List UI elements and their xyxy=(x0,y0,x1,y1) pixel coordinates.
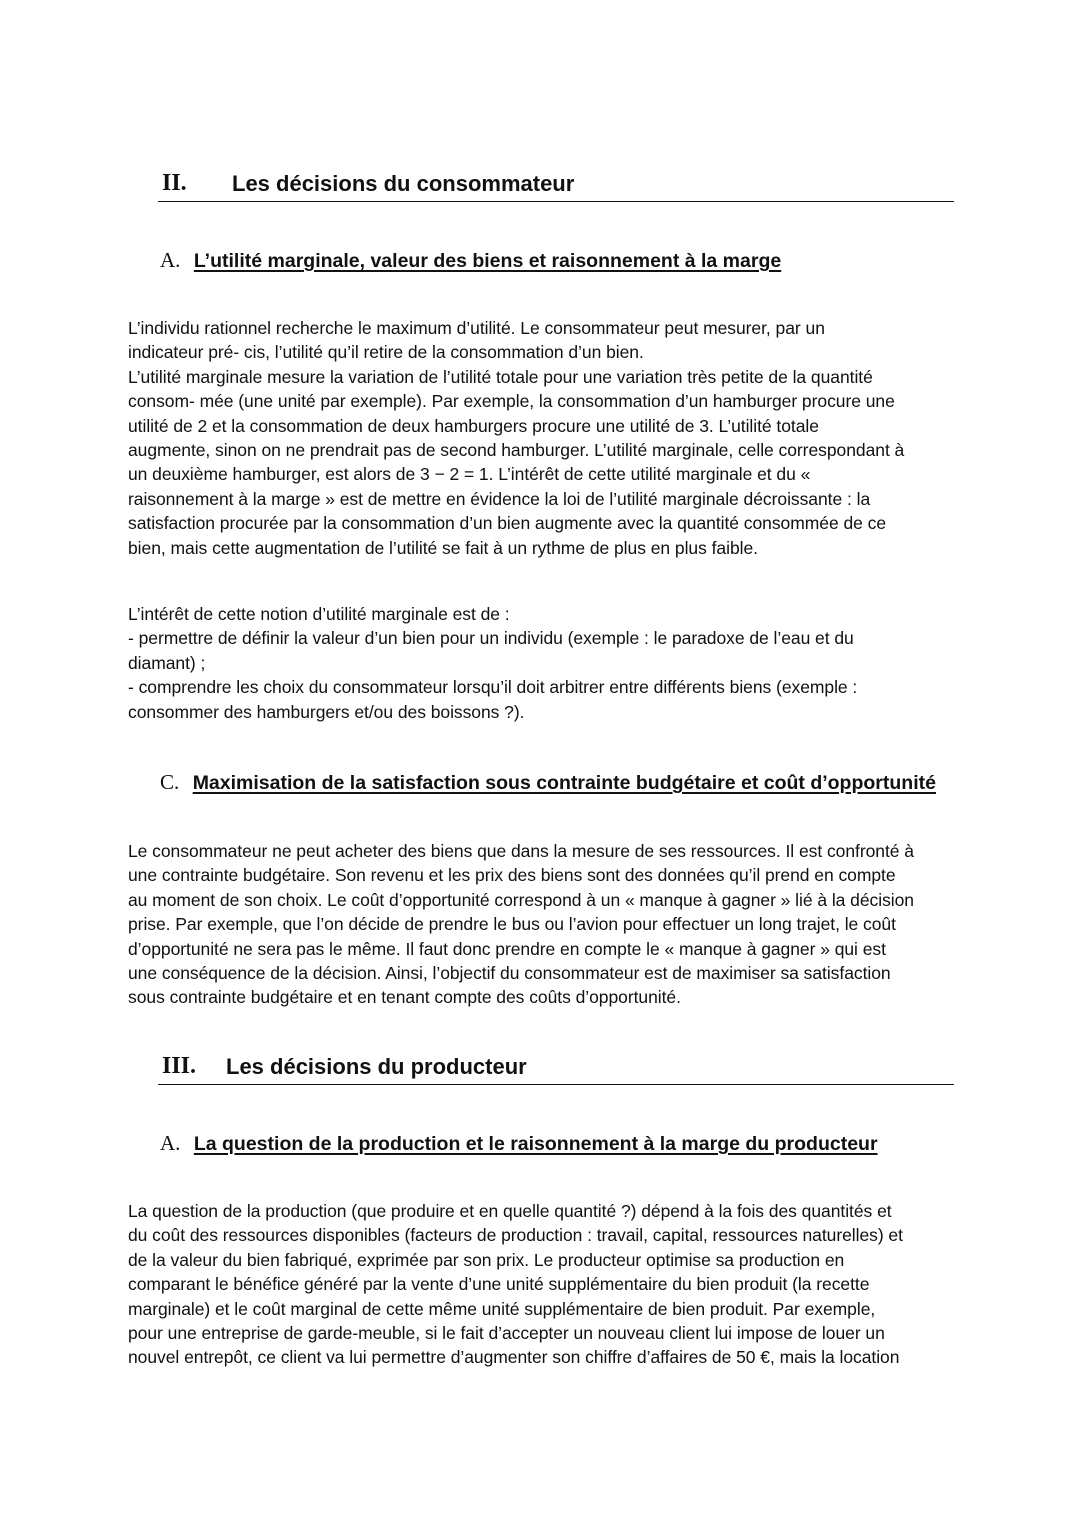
text-line: utilité de 2 et la consommation de deux hamburgers procure une utilité de 3. L’utilité totale xyxy=(128,415,819,436)
text-line: comparant le bénéfice généré par la vente d’une unité supplémentaire du bien produit (la recette xyxy=(128,1274,870,1295)
text-line: indicateur pré- cis, l’utilité qu’il retire de la consommation d’un bien. xyxy=(128,342,644,363)
text-line: L’utilité marginale mesure la variation de l’utilité totale pour une variation très petite de la quantité xyxy=(128,366,873,387)
subsection-title: La question de la production et le raisonnement à la marge du producteur xyxy=(193,1133,878,1155)
text-line: - permettre de définir la valeur d’un bien pour un individu (exemple : le paradoxe de l’eau et du xyxy=(128,628,854,649)
text-line: au moment de son choix. Le coût d’opportunité correspond à un « manque à gagner » lié à la décision xyxy=(128,889,914,910)
text-line: L’individu rationnel recherche le maximum d’utilité. Le consommateur peut mesurer, par un xyxy=(128,318,825,338)
text-line: augmente, sinon on ne prendrait pas de second hamburger. L’utilité marginale, celle correspondant à xyxy=(128,440,905,461)
section-title: Les décisions du consommateur xyxy=(232,171,575,196)
section-heading-iii xyxy=(158,1051,954,1085)
subsection-title: L’utilité marginale, valeur des biens et raisonnement à la marge xyxy=(193,250,782,272)
subsection-heading-c xyxy=(160,770,936,795)
paragraph-production xyxy=(128,1199,958,1370)
text-line: une contrainte budgétaire. Son revenu et les prix des biens sont des données qu’il prend en compte xyxy=(128,865,896,886)
text-line: nouvel entrepôt, ce client va lui permettre d’augmenter son chiffre d’affaires de 50 €, mais la location xyxy=(128,1347,900,1368)
text-line: marginale) et le coût marginal de cette même unité supplémentaire de bien produit. Par exemple, xyxy=(128,1298,876,1319)
subsection-letter: C. xyxy=(160,770,180,794)
text-line: consom- mée (une unité par exemple). Par exemple, la consommation d’un hamburger procure une xyxy=(128,391,895,412)
subsection-title: Maximisation de la satisfaction sous contrainte budgétaire et coût d’opportunité xyxy=(192,772,936,794)
text-line: consommer des hamburgers et/ou des boissons ?). xyxy=(128,701,525,722)
text-line: - comprendre les choix du consommateur lorsqu’il doit arbitrer entre différents biens (exemple : xyxy=(128,677,858,698)
subsection-letter: A. xyxy=(160,1131,181,1155)
section-numeral: II. xyxy=(162,170,187,196)
subsection-heading-iii-a xyxy=(160,1131,878,1156)
text-line: L’intérêt de cette notion d’utilité marginale est de : xyxy=(128,604,510,624)
section-title: Les décisions du producteur xyxy=(226,1054,527,1079)
text-line: prise. Par exemple, que l’on décide de prendre le bus ou l’avion pour effectuer un long trajet, le coût xyxy=(128,914,896,935)
text-line: de la valeur du bien fabriqué, exprimée par son prix. Le producteur optimise sa production en xyxy=(128,1249,845,1270)
text-line: une conséquence de la décision. Ainsi, l’objectif du consommateur est de maximiser sa satisfaction xyxy=(128,963,891,984)
text-line: sous contrainte budgétaire et en tenant compte des coûts d’opportunité. xyxy=(128,987,681,1008)
text-line: raisonnement à la marge » est de mettre en évidence la loi de l’utilité marginale décroissante : la xyxy=(128,488,871,509)
paragraph-contrainte-budgetaire xyxy=(128,839,958,1010)
paragraph-utilite-marginale xyxy=(128,316,958,560)
section-heading-ii xyxy=(158,168,954,202)
text-line: bien, mais cette augmentation de l’utilité se fait à un rythme de plus en plus faible. xyxy=(128,537,758,558)
subsection-heading-a xyxy=(160,248,781,273)
text-line: du coût des ressources disponibles (facteurs de production : travail, capital, ressources naturelles) et xyxy=(128,1225,903,1246)
text-line: La question de la production (que produire et en quelle quantité ?) dépend à la fois des quantités et xyxy=(128,1201,892,1221)
text-line: pour une entreprise de garde-meuble, si le fait d’accepter un nouveau client lui impose de louer un xyxy=(128,1323,885,1344)
subsection-letter: A. xyxy=(160,248,181,272)
paragraph-interet-utilite xyxy=(128,602,958,724)
text-line: satisfaction procurée par la consommation d’un bien augmente avec la quantité consommée de ce xyxy=(128,513,887,534)
text-line: Le consommateur ne peut acheter des biens que dans la mesure de ses ressources. Il est confronté à xyxy=(128,841,914,861)
text-line: un deuxième hamburger, est alors de 3 − 2 = 1. L’intérêt de cette utilité marginale et du « xyxy=(128,464,811,485)
section-numeral: III. xyxy=(162,1053,197,1079)
text-line: d’opportunité ne sera pas le même. Il faut donc prendre en compte le « manque à gagner » qui est xyxy=(128,938,886,959)
text-line: diamant) ; xyxy=(128,652,206,673)
